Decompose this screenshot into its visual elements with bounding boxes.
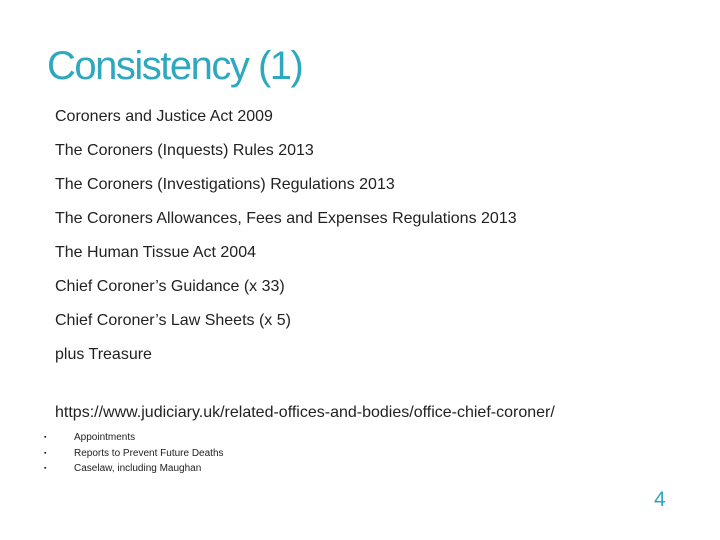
- sub-list-item-label: Appointments: [74, 432, 136, 443]
- list-item: The Coroners Allowances, Fees and Expenses Regulations 2013: [55, 210, 517, 227]
- list-item: plus Treasure: [55, 346, 152, 363]
- list-item: Coroners and Justice Act 2009: [55, 108, 273, 125]
- list-item: The Coroners (Investigations) Regulations 2013: [55, 176, 395, 193]
- square-bullet-icon: ▪: [44, 465, 47, 472]
- legislation-list: [55, 104, 517, 376]
- list-item: The Human Tissue Act 2004: [55, 244, 256, 261]
- sub-list-item: [44, 431, 224, 447]
- list-item: Chief Coroner’s Law Sheets (x 5): [55, 312, 291, 329]
- slide-title: Consistency (1): [47, 44, 303, 88]
- sub-list-item-label: Reports to Prevent Future Deaths: [74, 447, 224, 459]
- square-bullet-icon: ▪: [44, 449, 47, 457]
- square-bullet-icon: ▪: [44, 434, 47, 441]
- page-number: 4: [654, 488, 666, 511]
- judiciary-url[interactable]: https://www.judiciary.uk/related-offices-and-bodies/office-chief-coroner/: [55, 404, 555, 421]
- list-item: The Coroners (Inquests) Rules 2013: [55, 142, 314, 159]
- list-item: Chief Coroner’s Guidance (x 33): [55, 278, 285, 295]
- sub-bullet-list: [44, 431, 224, 478]
- sub-list-item-label: Caselaw, including Maughan: [74, 463, 202, 474]
- sub-list-item: [44, 462, 224, 478]
- sub-list-item: [44, 447, 224, 463]
